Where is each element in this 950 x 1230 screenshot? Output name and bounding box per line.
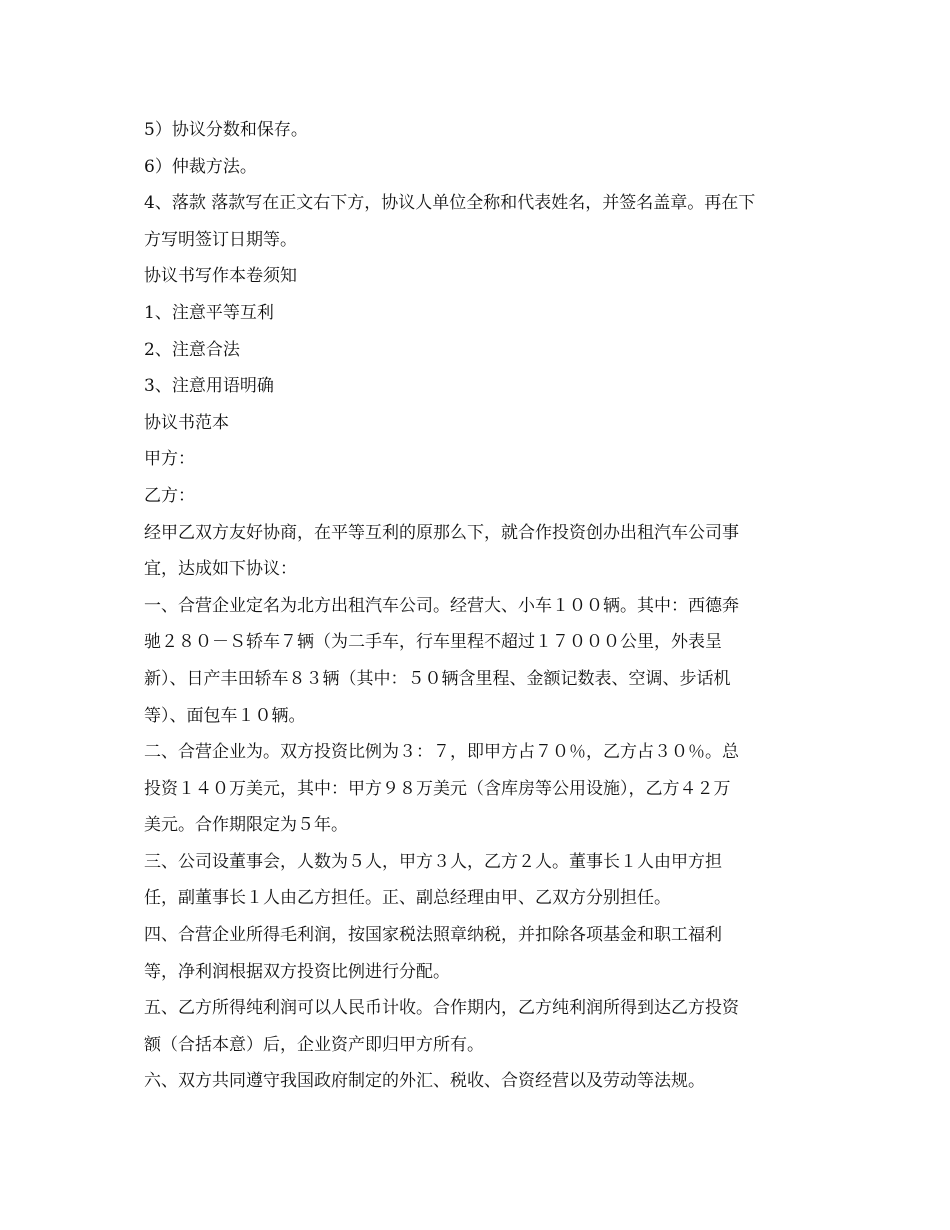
clause-line: 六、双方共同遵守我国政府制定的外汇、税收、合资经营以及劳动等法规。 (144, 1071, 705, 1092)
text-line: 4、落款 落款写在正文右下方，协议人单位全称和代表姓名，并签名盖章。再在下 (144, 193, 756, 214)
list-item: 2、注意合法 (144, 339, 240, 360)
clause-line: 美元。合作期限定为５年。 (144, 815, 348, 836)
clause-line: 五、乙方所得纯利润可以人民币计收。合作期内，乙方纯利润所得到达乙方投资 (144, 998, 739, 1019)
clause-line: 等）、面包车１０辆。 (144, 705, 306, 726)
clause-line: 投资１４０万美元，其中：甲方９８万美元（含库房等公用设施），乙方４２万 (144, 778, 731, 799)
list-item: 1、注意平等互利 (144, 302, 274, 323)
clause-line: 四、合营企业所得毛利润，按国家税法照章纳税，并扣除各项基金和职工福利 (144, 925, 722, 946)
section-heading: 协议书范本 (144, 412, 229, 433)
clause-line: 一、合营企业定名为北方出租汽车公司。经营大、小车１００辆。其中：西德奔 (144, 595, 739, 616)
text-line: 经甲乙双方友好协商，在平等互利的原那么下，就合作投资创办出租汽车公司事 (144, 522, 739, 543)
clause-line: 任，副董事长１人由乙方担任。正、副总经理由甲、乙双方分别担任。 (144, 888, 671, 909)
text-line: 方写明签订日期等。 (144, 229, 297, 250)
document-body (144, 112, 812, 1100)
party-b-label: 乙方： (144, 485, 195, 506)
clause-line: 新）、日产丰田轿车８３辆（其中：５０辆含里程、金额记数表、空调、步话机 (144, 668, 731, 689)
text-line: 6）仲裁方法。 (144, 156, 257, 177)
party-a-label: 甲方： (144, 449, 195, 470)
clause-line: 三、公司设董事会，人数为５人，甲方３人，乙方２人。董事长１人由甲方担 (144, 851, 722, 872)
text-line: 宜，达成如下协议： (144, 559, 297, 580)
clause-line: 等，净利润根据双方投资比例进行分配。 (144, 961, 450, 982)
list-item: 3、注意用语明确 (144, 376, 274, 397)
clause-line: 额（合括本意）后，企业资产即归甲方所有。 (144, 1034, 484, 1055)
text-line: 5）协议分数和保存。 (144, 120, 308, 140)
clause-line: 二、合营企业为。双方投资比例为３：７，即甲方占７０％，乙方占３０％。总 (144, 742, 739, 763)
clause-line: 驰２８０－Ｓ轿车７辆（为二手车，行车里程不超过１７０００公里，外表呈 (144, 632, 722, 653)
section-heading: 协议书写作本卷须知 (144, 266, 297, 287)
